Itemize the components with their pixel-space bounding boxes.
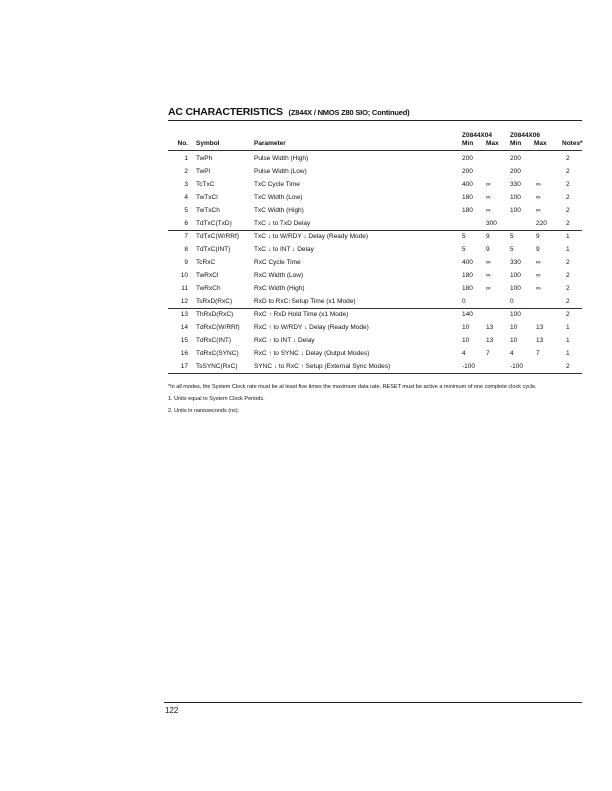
cell-max-b: ∞ (536, 259, 541, 266)
cell-symbol: TdTxC(W/RRf) (196, 233, 239, 240)
cell-notes: 2 (566, 311, 570, 318)
col-header-symbol: Symbol (196, 140, 220, 147)
cell-symbol: TcTxC (196, 181, 215, 188)
cell-max-b: ∞ (536, 194, 541, 201)
cell-parameter: TxC ↓ to W/RDY ↓ Delay (Ready Mode) (254, 233, 369, 240)
cell-symbol: TsRxD(RxC) (196, 298, 233, 305)
cell-parameter: TxC ↓ to INT ↓ Delay (254, 246, 314, 253)
cell-min-b: 0 (510, 298, 514, 305)
cell-max-b: 13 (536, 324, 544, 331)
cell-min-b: -100 (510, 363, 524, 370)
cell-no: 9 (184, 259, 188, 266)
cell-parameter: RxC ↑ to W/RDY ↓ Delay (Ready Mode) (254, 324, 369, 331)
title-rule (168, 120, 582, 121)
cell-notes: 2 (566, 285, 570, 292)
cell-min-a: 180 (462, 194, 473, 201)
footnote-star: *In all modes, the System Clock rate must be at least five times the maximum data rate. RESET must be active a minimum of one complete clock cycle. (168, 384, 537, 390)
cell-no: 10 (180, 272, 188, 279)
cell-max-b: 9 (536, 246, 540, 253)
cell-symbol: TdTxC(INT) (196, 246, 231, 253)
cell-symbol: TwPl (196, 168, 211, 175)
cell-no: 13 (180, 311, 188, 318)
table-row (170, 311, 582, 323)
cell-no: 17 (180, 363, 188, 370)
col-header-min-b: Min (510, 140, 522, 147)
cell-notes: 2 (566, 220, 570, 227)
col-header-parameter: Parameter (254, 140, 286, 147)
cell-min-b: 330 (510, 259, 521, 266)
cell-max-a: ∞ (486, 207, 491, 214)
cell-max-b: ∞ (536, 207, 541, 214)
cell-min-a: 10 (462, 324, 470, 331)
cell-min-b: 100 (510, 207, 521, 214)
table-bottom-rule (168, 373, 582, 374)
table-row (170, 337, 582, 349)
cell-min-b: 10 (510, 324, 518, 331)
cell-min-b: 100 (510, 311, 521, 318)
col-header-notes: Notes* (562, 140, 583, 147)
table-row (170, 246, 582, 258)
cell-min-a: 140 (462, 311, 473, 318)
cell-min-b: 330 (510, 181, 521, 188)
cell-max-a: 13 (486, 324, 494, 331)
cell-notes: 2 (566, 298, 570, 305)
cell-no: 6 (184, 220, 188, 227)
cell-min-b: 200 (510, 155, 521, 162)
cell-symbol: TdRxC(SYNC) (196, 350, 239, 357)
group-header-z0844x04: Z0844X04 (462, 132, 492, 139)
cell-max-b: ∞ (536, 285, 541, 292)
cell-max-a: ∞ (486, 259, 491, 266)
cell-min-a: 10 (462, 337, 470, 344)
cell-symbol: TwRxCl (196, 272, 219, 279)
table-row (170, 207, 582, 219)
footer-rule (164, 702, 582, 703)
cell-max-a: ∞ (486, 181, 491, 188)
header-separator (168, 150, 582, 151)
cell-max-a: ∞ (486, 272, 491, 279)
cell-max-b: 9 (536, 233, 540, 240)
cell-no: 4 (184, 194, 188, 201)
cell-parameter: Pulse Width (Low) (254, 168, 307, 175)
cell-no: 3 (184, 181, 188, 188)
cell-notes: 2 (566, 155, 570, 162)
cell-max-a: 9 (486, 246, 490, 253)
cell-min-a: 400 (462, 181, 473, 188)
cell-notes: 1 (566, 324, 570, 331)
cell-no: 7 (184, 233, 188, 240)
footnote-one: 1. Units equal to System Clock Periods. (168, 396, 265, 402)
cell-symbol: TwPh (196, 155, 213, 162)
row-separator-12-13 (168, 308, 582, 309)
table-row (170, 350, 582, 362)
col-header-no: No. (177, 140, 188, 147)
cell-symbol: TdRxC(W/RRf) (196, 324, 240, 331)
cell-symbol: TwRxCh (196, 285, 221, 292)
cell-min-a: 400 (462, 259, 473, 266)
col-header-max-a: Max (486, 140, 499, 147)
cell-min-b: 5 (510, 233, 514, 240)
cell-notes: 2 (566, 181, 570, 188)
cell-max-a: ∞ (486, 285, 491, 292)
table-row (170, 324, 582, 336)
cell-no: 15 (180, 337, 188, 344)
cell-min-a: -100 (462, 363, 476, 370)
cell-max-b: ∞ (536, 181, 541, 188)
cell-notes: 2 (566, 259, 570, 266)
cell-parameter: RxC Width (High) (254, 285, 305, 292)
cell-min-a: 180 (462, 207, 473, 214)
row-separator-6-7 (168, 230, 582, 231)
cell-symbol: TdTxC(TxD) (196, 220, 232, 227)
cell-max-b: 7 (536, 350, 540, 357)
cell-notes: 1 (566, 337, 570, 344)
cell-parameter: SYNC ↓ to RxC ↑ Setup (External Sync Modes) (254, 363, 391, 370)
cell-min-b: 10 (510, 337, 518, 344)
col-header-min-a: Min (462, 140, 474, 147)
cell-max-a: 9 (486, 233, 490, 240)
cell-parameter: RxC Width (Low) (254, 272, 304, 279)
cell-notes: 1 (566, 233, 570, 240)
cell-symbol: TwTxCh (196, 207, 220, 214)
footnote-two: 2. Units in nanoseconds (ns). (168, 408, 240, 414)
cell-parameter: RxC Cycle Time (254, 259, 301, 266)
cell-symbol: TsSYNC(RxC) (196, 363, 238, 370)
page-title (168, 106, 409, 118)
cell-max-a: 300 (486, 220, 497, 227)
table-row (170, 194, 582, 206)
group-header-z0844x06: Z0844X06 (510, 132, 540, 139)
table-row (170, 285, 582, 297)
table-row (170, 272, 582, 284)
cell-min-b: 100 (510, 285, 521, 292)
cell-min-b: 4 (510, 350, 514, 357)
cell-min-b: 100 (510, 194, 521, 201)
title-main: AC CHARACTERISTICS (168, 106, 283, 118)
cell-max-b: 220 (536, 220, 547, 227)
cell-min-a: 200 (462, 168, 473, 175)
cell-no: 11 (181, 285, 188, 292)
page-number: 122 (165, 706, 179, 715)
cell-parameter: Pulse Width (High) (254, 155, 309, 162)
table-row (170, 181, 582, 193)
cell-symbol: TdRxC(INT) (196, 337, 232, 344)
cell-symbol: ThRxD(RxC) (196, 311, 234, 318)
cell-no: 16 (180, 350, 188, 357)
cell-min-a: 180 (462, 272, 473, 279)
cell-parameter: TxC Width (High) (254, 207, 304, 214)
cell-notes: 2 (566, 207, 570, 214)
cell-parameter: TxC Width (Low) (254, 194, 303, 201)
cell-no: 12 (180, 298, 188, 305)
cell-notes: 1 (566, 246, 570, 253)
cell-max-a: 7 (486, 350, 490, 357)
cell-no: 14 (180, 324, 188, 331)
cell-no: 8 (184, 246, 188, 253)
cell-max-b: ∞ (536, 272, 541, 279)
cell-symbol: TwTxCl (196, 194, 218, 201)
cell-parameter: TxC ↓ to TxD Delay (254, 220, 311, 227)
table-row (170, 168, 582, 180)
cell-symbol: TcRxC (196, 259, 216, 266)
cell-notes: 2 (566, 168, 570, 175)
title-subtitle: (Z844X / NMOS Z80 SIO; Continued) (288, 108, 410, 117)
cell-no: 2 (184, 168, 188, 175)
cell-parameter: TxC Cycle Time (254, 181, 300, 188)
cell-no: 5 (184, 207, 188, 214)
table-row (170, 233, 582, 245)
cell-max-a: ∞ (486, 194, 491, 201)
cell-min-a: 4 (462, 350, 466, 357)
cell-parameter: RxC ↑ to SYNC ↓ Delay (Output Modes) (254, 350, 370, 357)
cell-min-a: 0 (462, 298, 466, 305)
cell-max-b: 13 (536, 337, 544, 344)
cell-notes: 2 (566, 272, 570, 279)
cell-min-a: 200 (462, 155, 473, 162)
table-row (170, 259, 582, 271)
cell-min-b: 5 (510, 246, 514, 253)
cell-notes: 1 (566, 350, 570, 357)
cell-notes: 2 (566, 363, 570, 370)
cell-parameter: RxC ↑ to INT ↓ Delay (254, 337, 315, 344)
col-header-max-b: Max (534, 140, 547, 147)
cell-max-a: 13 (486, 337, 494, 344)
cell-min-a: 5 (462, 233, 466, 240)
table-row (170, 155, 582, 167)
cell-notes: 2 (566, 194, 570, 201)
cell-parameter: RxC ↑ RxD Hold Time (x1 Mode) (254, 311, 349, 318)
cell-min-a: 5 (462, 246, 466, 253)
cell-no: 1 (184, 155, 188, 162)
cell-min-a: 180 (462, 285, 473, 292)
cell-parameter: RxD to RxC↑Setup Time (x1 Mode) (254, 298, 356, 305)
cell-min-b: 200 (510, 168, 521, 175)
cell-min-b: 100 (510, 272, 521, 279)
